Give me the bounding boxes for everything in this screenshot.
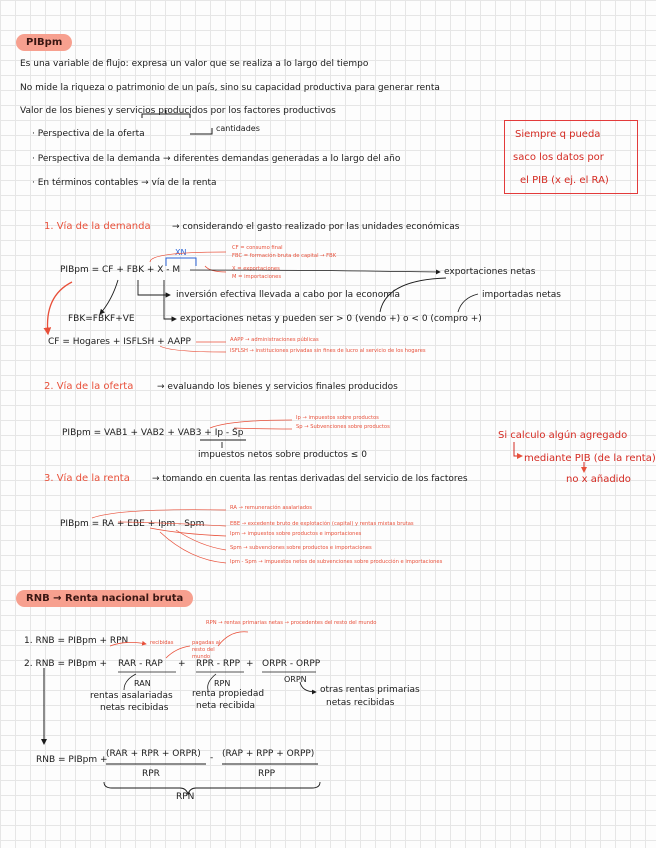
final-lhs: RNB = PIBpm + <box>36 755 108 765</box>
xn-explanation: exportaciones netas y pueden ser > 0 (vendo +) o < 0 (compro +) <box>180 314 482 324</box>
oferta-heading-rest: → evaluando los bienes y servicios finales producidos <box>157 382 398 392</box>
final-denominator-2: RPP <box>258 769 276 779</box>
demanda-legend-3: X = exportaciones <box>232 266 280 272</box>
plus-sign-1: + <box>178 659 186 669</box>
intro-line-3: Valor de los bienes y servicios producidos por los factores productivos <box>20 106 336 116</box>
section-title-pib: PIBpm <box>16 34 72 51</box>
side-note-3: no x añadido <box>566 474 631 485</box>
isflsh-note: ISFLSH → instituciones privadas sin fines de lucro al servicio de los hogares <box>230 348 426 354</box>
section-title-rnb: RNB → Renta nacional bruta <box>16 590 193 607</box>
demanda-heading: 1. Vía de la demanda <box>44 221 151 232</box>
importadas-netas: importadas netas <box>482 290 561 300</box>
side-note-2: mediante PIB (de la renta) <box>524 453 656 464</box>
renta-heading: 3. Vía de la renta <box>44 473 130 484</box>
bullet-renta: · En términos contables → vía de la renta <box>32 178 217 188</box>
rpn-label: RPN <box>214 679 231 688</box>
rnb-ra-term: RAR - RAP <box>118 659 163 669</box>
oferta-heading: 2. Vía de la oferta <box>44 381 134 392</box>
desc-ra-2: netas recibidas <box>100 703 169 713</box>
final-brace-label: RPN <box>176 792 195 802</box>
intro-line-1: Es una variable de flujo: expresa un valor que se realiza a lo largo del tiempo <box>20 59 369 69</box>
bullet-oferta-note: cantidades <box>216 124 260 133</box>
reminder-line-3: el PIB (x ej. el RA) <box>520 175 609 186</box>
renta-legend-1: RA → remuneración asalariados <box>230 505 312 511</box>
bullet-demanda: · Perspectiva de la demanda → diferentes demandas generadas a lo largo del año <box>32 154 401 164</box>
renta-legend-3: Ipm → impuestos sobre productos e importaciones <box>230 531 362 537</box>
reminder-line-1: Siempre q pueda <box>515 129 601 140</box>
cf-formula: CF = Hogares + ISFLSH + AAPP <box>48 337 191 347</box>
final-numerator-1: (RAR + RPR + ORPR) <box>106 749 201 759</box>
plus-sign-2: + <box>246 659 254 669</box>
bullet-oferta: · Perspectiva de la oferta <box>32 129 145 139</box>
intro-line-2: No mide la riqueza o patrimonio de un país, sino su capacidad productiva para generar renta <box>20 83 440 93</box>
demanda-heading-rest: → considerando el gasto realizado por las unidades económicas <box>172 222 460 232</box>
demanda-legend-4: M = importaciones <box>232 274 282 280</box>
rnb-orp-term: ORPR - ORPP <box>262 659 321 669</box>
recibidas-note: recibidas <box>150 640 174 646</box>
reminder-line-2: saco los datos por <box>513 152 604 163</box>
rnb-rp-term: RPR - RPP <box>196 659 241 669</box>
final-denominator-1: RPR <box>142 769 160 779</box>
aapp-note: AAPP → administraciones públicas <box>230 337 319 343</box>
renta-legend-4: Spm → subvenciones sobre productos e importaciones <box>230 545 372 551</box>
inversion-text: inversión efectiva llevada a cabo por la economía <box>176 290 400 300</box>
desc-ra-1: rentas asalariadas <box>90 691 173 701</box>
desc-orp-2: netas recibidas <box>326 698 395 708</box>
desc-rp-2: neta recibida <box>196 701 256 711</box>
desc-orp-1: otras rentas primarias <box>320 685 420 695</box>
exportaciones-netas: exportaciones netas <box>444 267 536 277</box>
rnb-eq-1: 1. RNB = PIBpm + RPN <box>24 636 129 646</box>
demanda-legend-1: CF = consumo final <box>232 245 283 251</box>
desc-rp-1: renta propiedad <box>192 689 265 699</box>
oferta-legend-2: Sp → Subvenciones sobre productos <box>296 424 390 430</box>
final-numerator-2: (RAP + RPP + ORPP) <box>222 749 315 759</box>
renta-legend-5: Ipm - Spm → impuestos netos de subvenciones sobre producción e importaciones <box>230 559 443 565</box>
oferta-legend-1: Ip → impuestos sobre productos <box>296 415 379 421</box>
final-minus: - <box>210 753 214 763</box>
renta-formula: PIBpm = RA + EBE + Ipm - Spm <box>60 519 205 529</box>
fbk-formula: FBK=FBKF+VE <box>68 314 135 324</box>
impuestos-netos: impuestos netos sobre productos ≤ 0 <box>198 450 367 460</box>
renta-heading-rest: → tomando en cuenta las rentas derivadas del servicio de los factores <box>152 474 468 484</box>
orpn-label: ORPN <box>284 675 307 684</box>
rnb-eq-2-prefix: 2. RNB = PIBpm + <box>24 659 108 669</box>
demanda-legend-2: FBC = formación bruta de capital → FBK <box>232 253 337 259</box>
pagadas-note: pagadas al resto del mundo <box>192 640 221 660</box>
xn-label: XN <box>175 248 187 257</box>
demanda-formula: PIBpm = CF + FBK + X - M <box>60 265 181 275</box>
renta-legend-2: EBE → excedente bruto de explotación (capital) y rentas mixtas brutas <box>230 521 414 527</box>
oferta-formula: PIBpm = VAB1 + VAB2 + VAB3 + Ip - Sp <box>62 428 244 438</box>
ran-label: RAN <box>134 679 151 688</box>
side-note-1: Si calculo algún agregado <box>498 430 628 441</box>
rpn-note: RPN → rentas primarias netas → procedentes del resto del mundo <box>206 620 377 626</box>
